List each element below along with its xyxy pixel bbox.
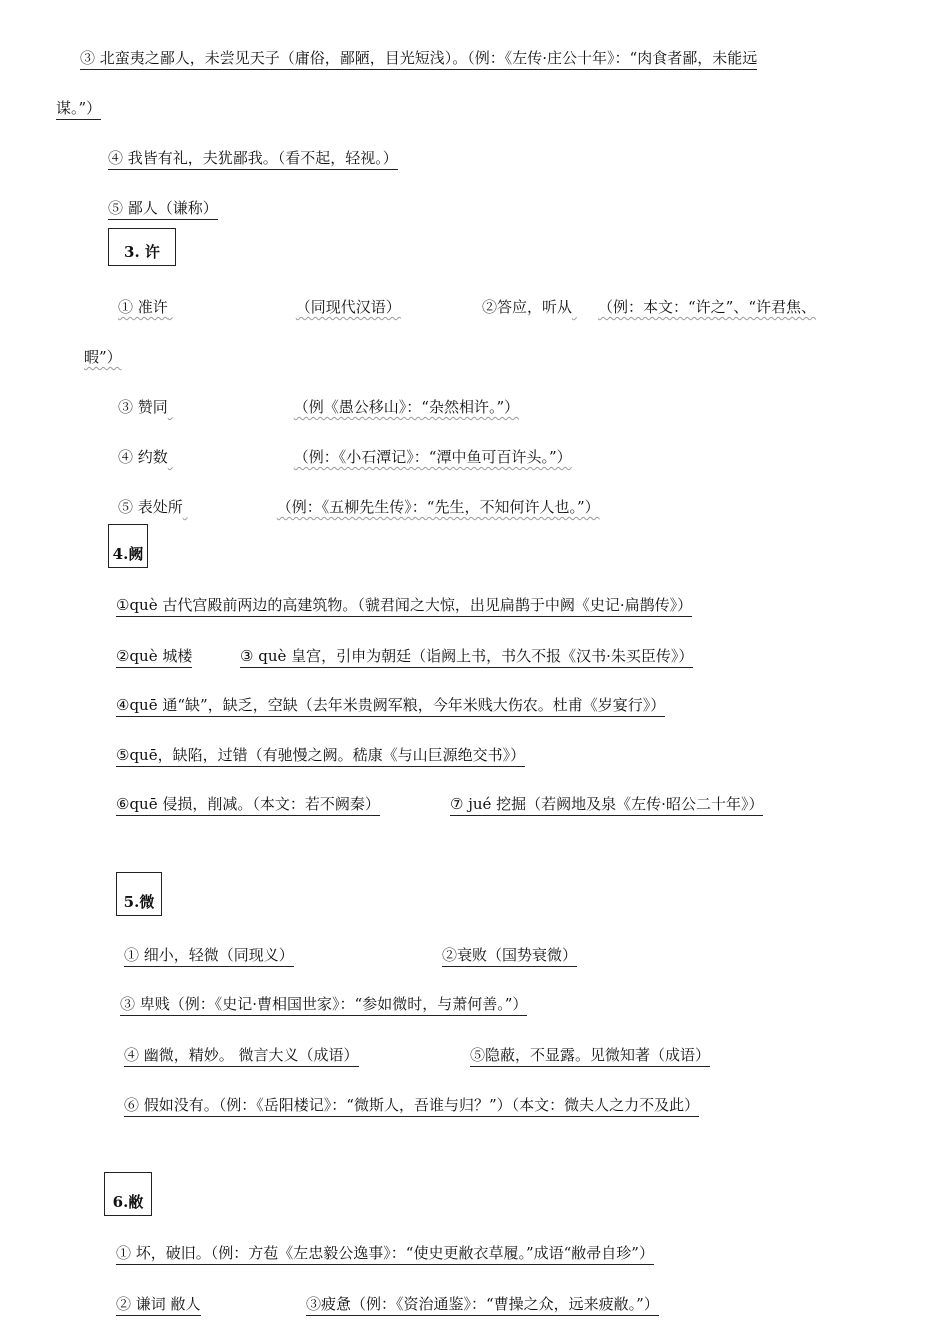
wei-meaning-1: ① 细小，轻微（同现义）: [124, 945, 294, 967]
que-meaning-5: ⑤quē，缺陷，过错（有驰慢之阙。嵇康《与山巨源绝交书》）: [116, 745, 525, 767]
que-meaning-6: ⑥quē 侵损，削减。（本文：若不阙秦）: [116, 794, 380, 816]
xu-meaning-5-term: ⑤ 表处所: [118, 498, 183, 516]
heading-xu: 3. 许: [108, 228, 176, 266]
xu-meaning-2-cont: 暇”）: [84, 348, 122, 366]
que-meaning-1: ①què 古代宫殿前两边的高建筑物。（虢君闻之大惊，出见扁鹊于中阙《史记·扁鹊传》）: [116, 595, 692, 617]
bi-meaning-5: ⑤ 鄙人（谦称）: [108, 198, 218, 220]
xu-meaning-5: [118, 497, 600, 517]
que-meaning-7: ⑦ jué 挖掘（若阙地及泉《左传·昭公二十年》）: [450, 794, 763, 816]
xu-meaning-2-example: （例：本文：“许之”、“许君焦、: [598, 298, 817, 316]
xu-meaning-2-term: ②答应，听从: [482, 298, 573, 316]
que-meaning-2: ②què 城楼: [116, 646, 192, 668]
xu-meaning-1: [118, 297, 401, 317]
heading-wei: 5.微: [116, 872, 162, 916]
xu-meaning-3-example: （例《愚公移山》：“杂然相许。”）: [293, 398, 520, 416]
bi-meaning-4: ④ 我皆有礼，夫犹鄙我。（看不起，轻视。）: [108, 148, 398, 170]
xu-meaning-1-note: （同现代汉语）: [295, 298, 401, 316]
biworn-meaning-1: ① 坏，破旧。（例：方苞《左忠毅公逸事》：“使史更敝衣草履。”成语“敝帚自珍”）: [116, 1243, 654, 1265]
heading-bi-worn: 6.敝: [104, 1172, 152, 1216]
xu-meaning-4: [118, 447, 572, 467]
biworn-meaning-3: ③疲惫（例：《资治通鉴》：“曹操之众，远来疲敝。”）: [306, 1294, 659, 1316]
wei-meaning-6: ⑥ 假如没有。（例：《岳阳楼记》：“微斯人，吾谁与归？”）（本文：微夫人之力不及此）: [124, 1095, 699, 1117]
bi-meaning-3: ③ 北蛮夷之鄙人，未尝见天子（庸俗，鄙陋，目光短浅）。（例：《左传·庄公十年》：“肉食者鄙，未能远: [80, 48, 757, 70]
xu-meaning-3: [118, 397, 519, 417]
xu-meaning-4-term: ④ 约数: [118, 448, 168, 466]
que-meaning-4: ④quē 通“缺”，缺乏，空缺（去年米贵阙军粮，今年米贱大伤农。杜甫《岁宴行》）: [116, 695, 665, 717]
wei-meaning-4: ④ 幽微，精妙。 微言大义（成语）: [124, 1045, 359, 1067]
xu-meaning-3-term: ③ 赞同: [118, 398, 168, 416]
xu-meaning-1-term: ① 准许: [118, 298, 168, 316]
xu-meaning-4-example: （例：《小石潭记》：“潭中鱼可百许头。”）: [293, 448, 572, 466]
bi-meaning-3-cont: 谋。”）: [56, 98, 101, 120]
heading-que: 4.阙: [108, 524, 148, 568]
wei-meaning-5: ⑤隐蔽，不显露。见微知著（成语）: [470, 1045, 710, 1067]
xu-meaning-5-example: （例：《五柳先生传》：“先生，不知何许人也。”）: [276, 498, 600, 516]
que-meaning-3: ③ què 皇宫，引申为朝廷（诣阙上书，书久不报《汉书·朱买臣传》）: [240, 646, 693, 668]
wei-meaning-2: ②衰败（国势衰微）: [442, 945, 577, 967]
xu-meaning-2: [482, 297, 816, 317]
biworn-meaning-2: ② 谦词 敝人: [116, 1294, 201, 1316]
wei-meaning-3: ③ 卑贱（例：《史记·曹相国世家》：“参如微时，与萧何善。”）: [120, 994, 527, 1016]
